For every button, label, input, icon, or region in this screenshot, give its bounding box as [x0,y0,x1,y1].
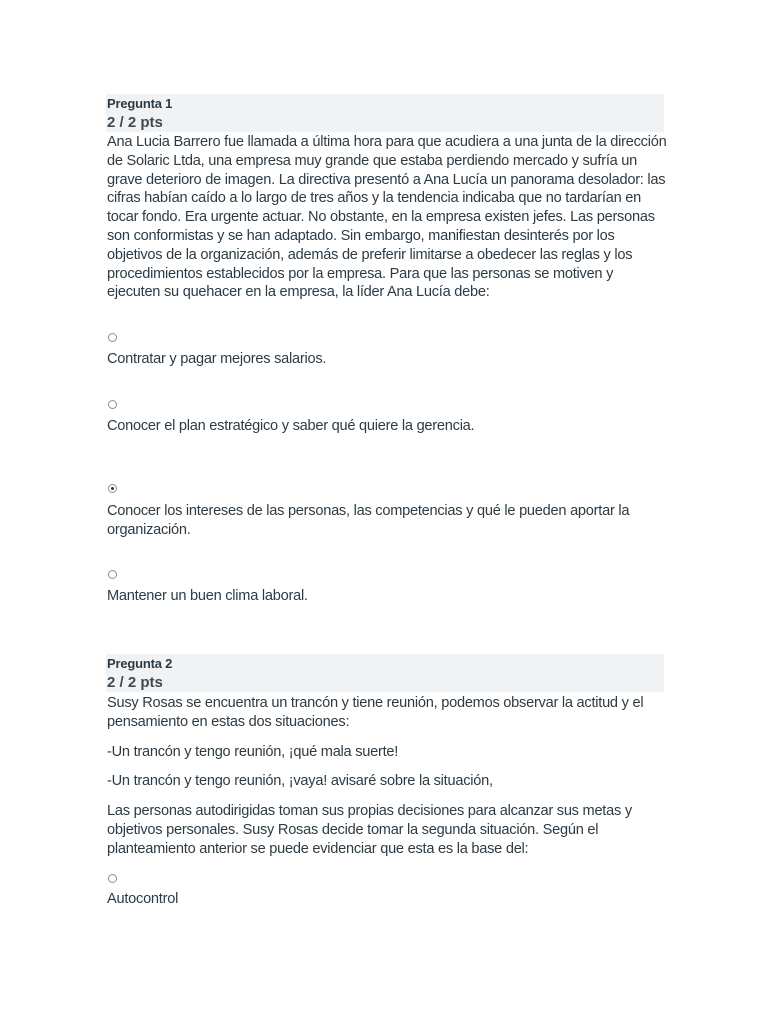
question-points: 2 / 2 pts [107,114,163,131]
question-2-header [106,654,664,692]
question-1-text [107,133,667,302]
question-title: Pregunta 1 [107,96,173,111]
answer-option[interactable]: Conocer el plan estratégico y saber qué quiere la gerencia. [107,418,475,434]
answer-radio-button[interactable] [108,874,117,883]
question-paragraph: Susy Rosas se encuentra un trancón y tiene reunión, podemos observar la actitud y el pensamiento en estas dos situaciones: [107,695,644,730]
answer-radio-button[interactable] [108,570,117,579]
question-paragraph: Las personas autodirigidas toman sus propias decisiones para alcanzar sus metas y objetivos personales. Susy Rosas decide tomar la segunda situación. Según el planteamiento anterior se puede evidenciar que esta es la base del: [107,803,632,857]
answer-radio-button-selected[interactable] [108,484,117,493]
answer-option[interactable]: Contratar y pagar mejores salarios. [107,351,327,367]
question-title: Pregunta 2 [107,656,173,671]
question-1-header [106,94,664,132]
answer-radio-button[interactable] [108,400,117,409]
question-2-text [107,694,667,859]
answer-option[interactable]: Mantener un buen clima laboral. [107,588,308,604]
answer-radio-button[interactable] [108,333,117,342]
question-points: 2 / 2 pts [107,674,163,691]
question-paragraph: -Un trancón y tengo reunión, ¡vaya! avisaré sobre la situación, [107,773,493,790]
answer-option[interactable]: Autocontrol [107,891,179,907]
question-paragraph: Ana Lucia Barrero fue llamada a última hora para que acudiera a una junta de la dirección de Solaric Ltda, una empresa muy grande que estaba perdiendo mercado y sufría un grave deterioro de imagen. La directiva presentó a Ana Lucía un panorama desolador: las cifras habían caído a lo largo de tres años y la tendencia indicaba que no tardarían en tocar fondo. Era urgente actuar. No obstante, en la empresa existen jefes. Las personas son conformistas y se han adaptado. Sin embargo, manifiestan desinterés por los objetivos de la organización, además de preferir limitarse a obedecer las reglas y los procedimientos establecidos por la empresa. Para que las personas se motiven y ejecuten su quehacer en la empresa, la líder Ana Lucía debe: [107,134,667,301]
question-paragraph: -Un trancón y tengo reunión, ¡qué mala suerte! [107,743,399,760]
answer-option-selected[interactable]: Conocer los intereses de las personas, las competencias y qué le pueden aportar la organización. [107,503,630,538]
